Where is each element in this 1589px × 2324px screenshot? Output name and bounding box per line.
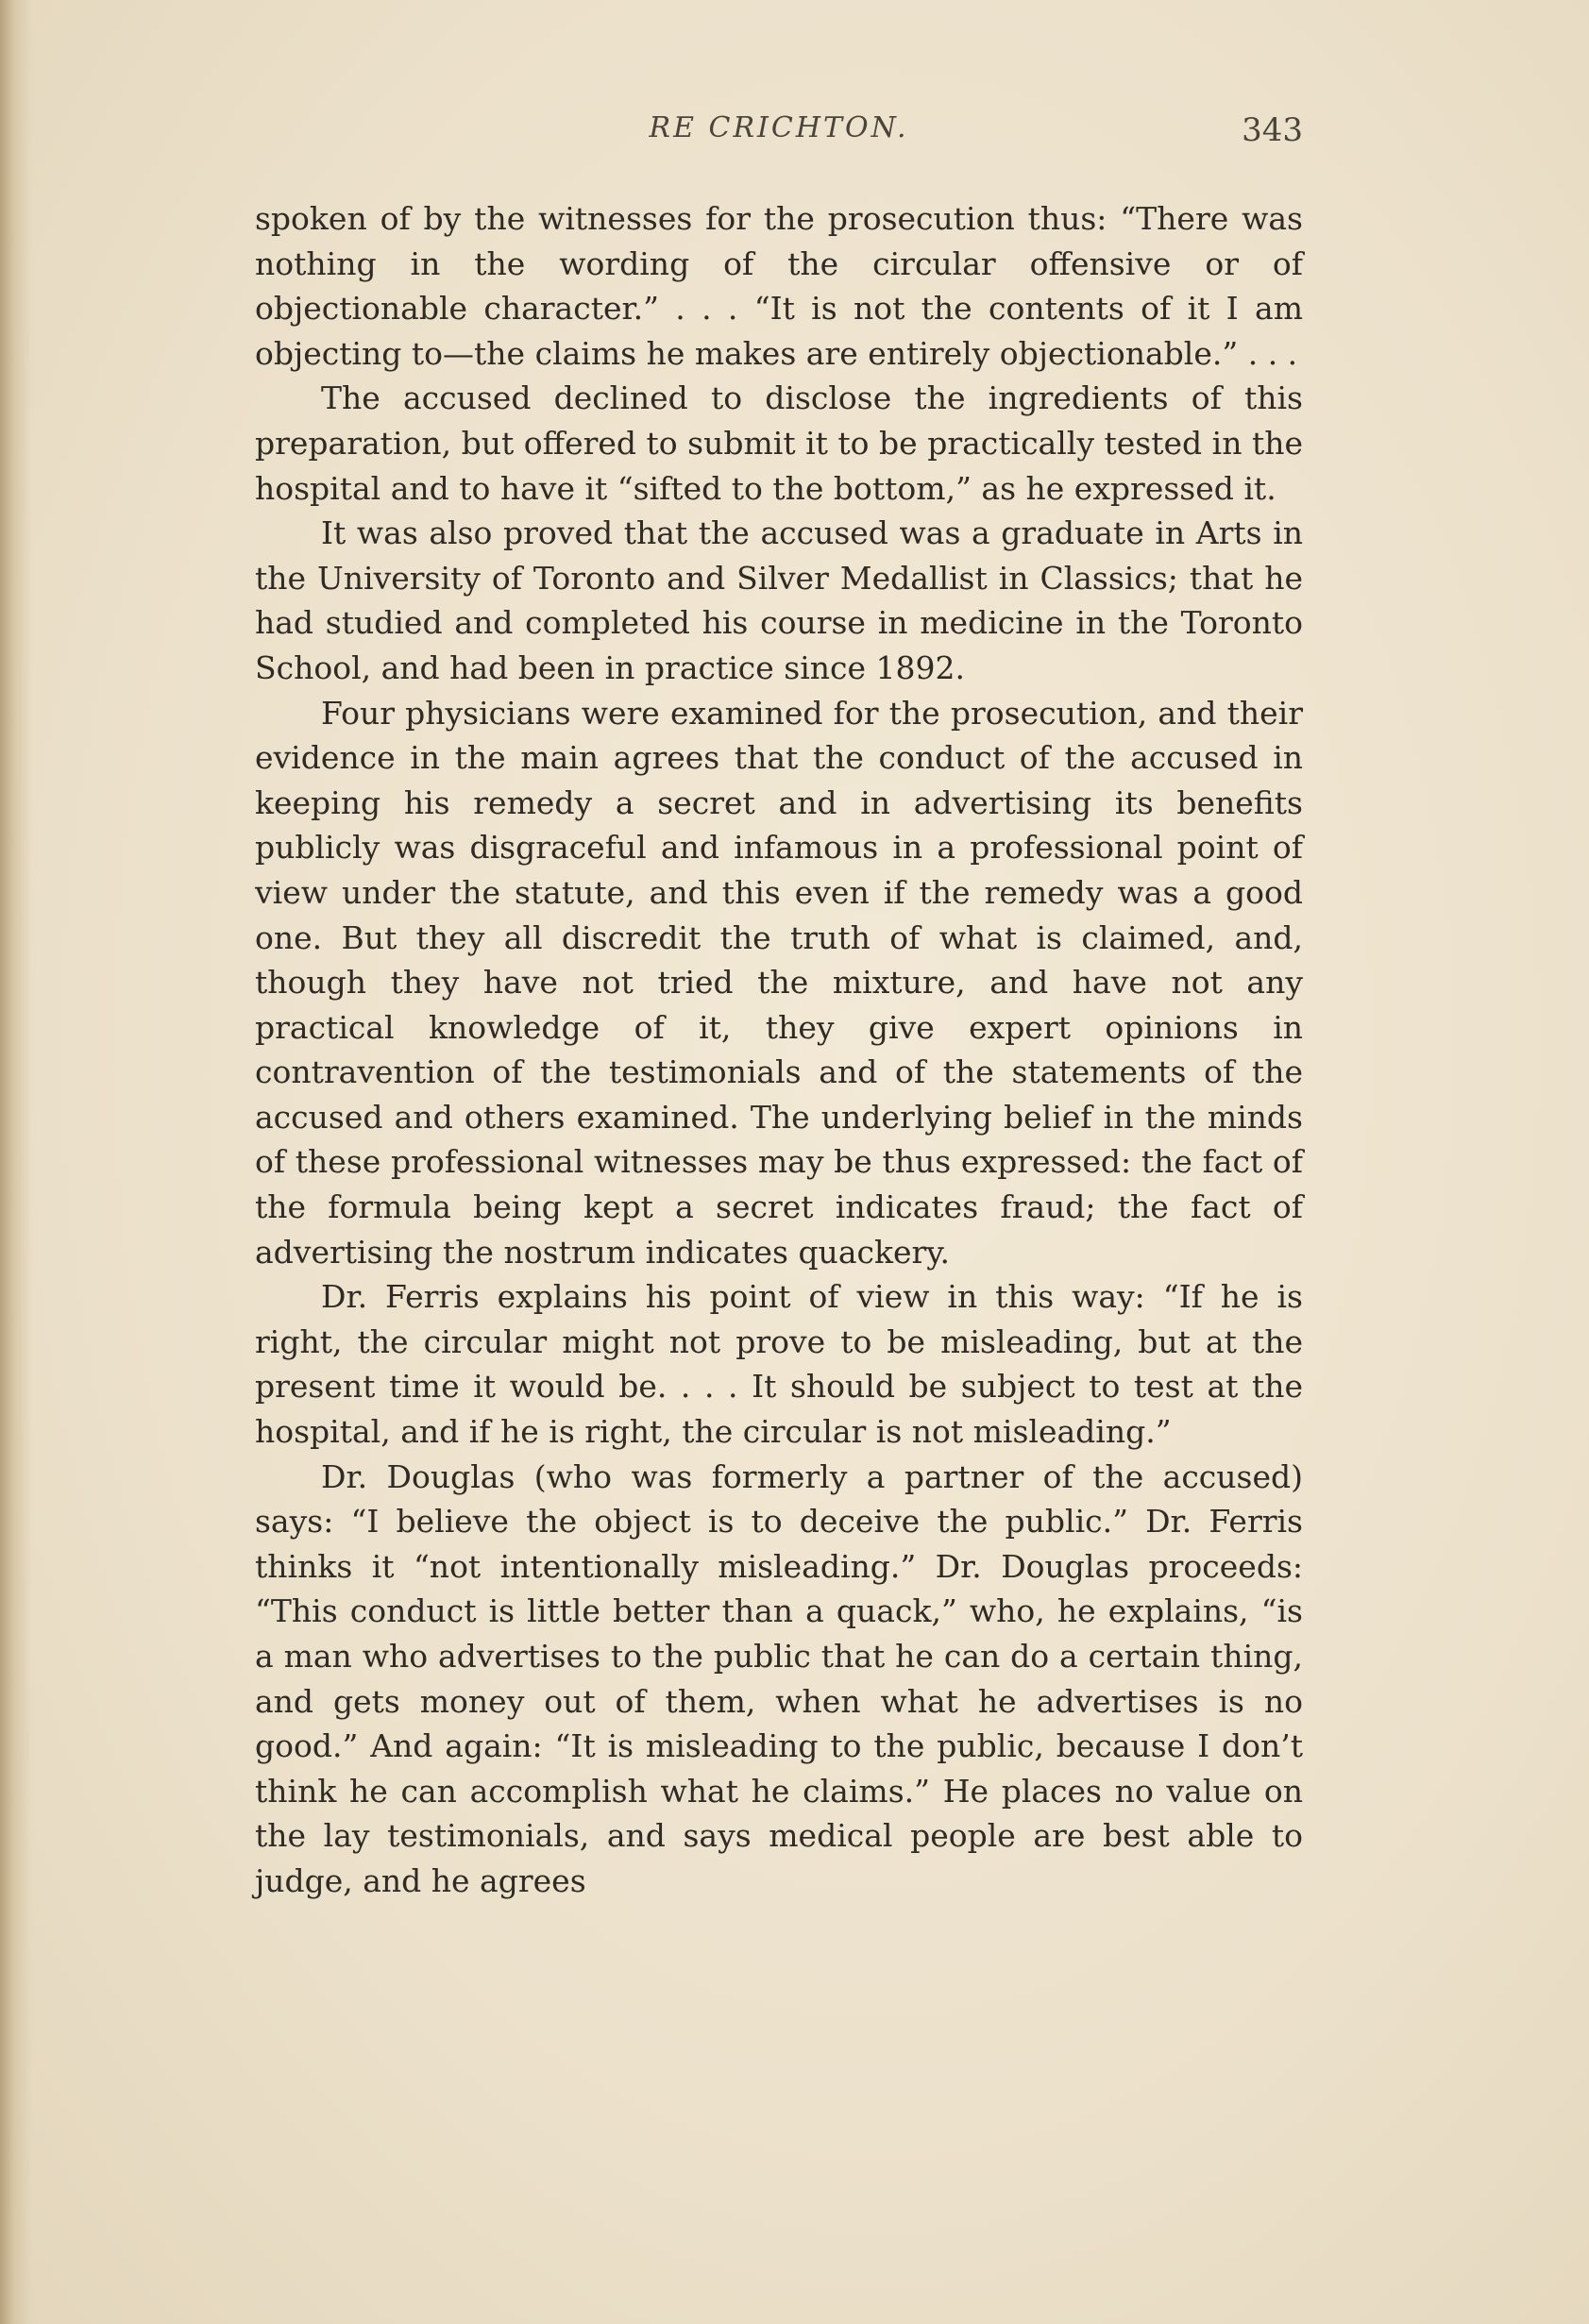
paragraph: It was also proved that the accused was a graduate in Arts in the University of Toronto and Silver Medallist in Classics; that he had studied and completed his course in medicine in the Toronto School, and had been in practice since 1892. xyxy=(255,514,1303,686)
paragraph-continuation: spoken of by the witnesses for the prosecution thus: “There was nothing in the wording of the circular offensive or of objectionable character.” . . . “It is not the contents of it I am objecting to—the claims he makes are entirely objectionable.” . . . xyxy=(255,200,1303,372)
body-text xyxy=(255,196,1303,1904)
running-head xyxy=(255,111,1303,159)
page-number: 343 xyxy=(1242,111,1303,149)
paragraph: Dr. Ferris explains his point of view in this way: “If he is right, the circular might not prove to be misleading, but at the present time it would be. . . . It should be subject to test at the hospital, and if he is right, the circular is not misleading.” xyxy=(255,1278,1303,1451)
page-gutter-shadow xyxy=(0,0,32,2324)
paragraph: Dr. Douglas (who was formerly a partner of the accused) says: “I believe the object is to deceive the public.” Dr. Ferris thinks it “not intentionally misleading.” Dr. Douglas proceeds: “This conduct is little better than a quack,” who, he explains, “is a man who advertises to the public that he can do a certain thing, and gets money out of them, when what he advertises is no good.” And again: “It is misleading to the public, because I don’t think he can accomplish what he claims.” He places no value on the lay testimonials, and says medical people are best able to judge, and he agrees xyxy=(255,1457,1303,1899)
paragraph: The accused declined to disclose the ingredients of this preparation, but offered to submit it to be practically tested in the hospital and to have it “sifted to the bottom,” as he expressed it. xyxy=(255,379,1303,507)
paragraph: Four physicians were examined for the prosecution, and their evidence in the main agrees that the conduct of the accused in keeping his remedy a secret and in advertising its benefits publicly was disgraceful and infamous in a professional point of view under the statute, and this even if the remedy was a good one. But they all discredit the truth of what is claimed, and, though they have not tried the mixture, and have not any practical knowledge of it, they give expert opinions in contravention of the testimonials and of the statements of the accused and others examined. The underlying belief in the minds of these professional witnesses may be thus expressed: the fact of the formula being kept a secret indicates fraud; the fact of advertising the nostrum indicates quackery. xyxy=(255,694,1303,1271)
running-title: RE CRICHTON. xyxy=(649,111,909,144)
